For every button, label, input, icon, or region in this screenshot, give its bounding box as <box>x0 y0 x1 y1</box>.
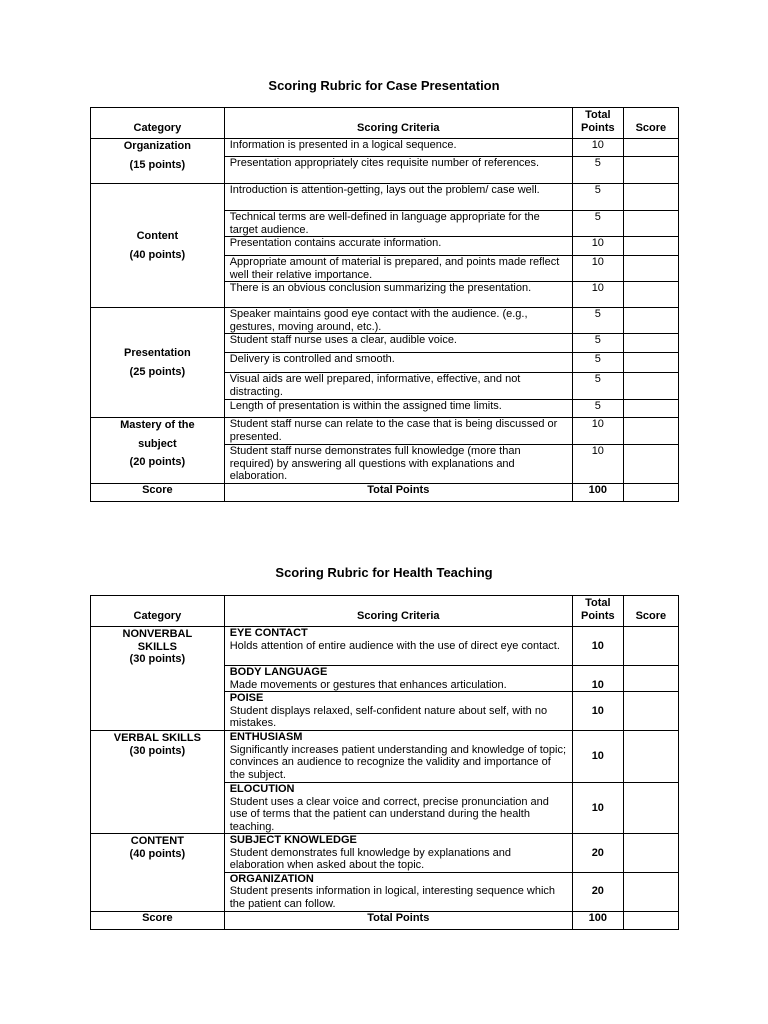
score-cell <box>623 157 678 184</box>
criteria-heading: SUBJECT KNOWLEDGE <box>229 834 357 846</box>
score-cell <box>623 445 678 484</box>
total-points-header <box>572 596 623 627</box>
score-cell <box>623 282 678 308</box>
score-cell <box>623 353 678 373</box>
points-cell: 5 <box>572 184 623 211</box>
points-cell: 10 <box>572 237 623 256</box>
criteria-cell: Student staff nurse can relate to the case that is being discussed or presented. <box>224 418 572 445</box>
total-points-header <box>572 108 623 139</box>
score-cell <box>623 139 678 157</box>
health-teaching-title: Scoring Rubric for Health Teaching <box>275 565 493 580</box>
score-cell <box>623 211 678 237</box>
category-label: CONTENT <box>130 835 184 847</box>
total-points-header-line2: Points <box>581 609 615 622</box>
criteria-heading: ELOCUTION <box>229 783 295 795</box>
criteria-text: Significantly increases patient understanding and knowledge of topic; convinces an audience to recognize the validity and importance of the subject. <box>229 743 567 781</box>
category-header: Category <box>91 596 225 627</box>
category-label-line2: SKILLS <box>137 640 177 653</box>
points-cell: 10 <box>572 282 623 308</box>
category-points: (15 points) <box>129 158 186 171</box>
points-cell: 5 <box>572 334 623 353</box>
category-points: (20 points) <box>129 456 186 468</box>
category-label-line2: subject <box>138 437 177 450</box>
category-verbal-skills <box>91 731 225 834</box>
score-cell <box>623 373 678 400</box>
criteria-text: Student demonstrates full knowledge by explanations and elaboration when asked about the topic. <box>229 846 512 871</box>
table-row <box>91 834 679 873</box>
category-header: Category <box>91 108 225 139</box>
category-label: VERBAL SKILLS <box>113 732 201 744</box>
table-row <box>91 731 679 783</box>
header-row <box>91 596 679 627</box>
total-points-header-line1: Total <box>585 597 611 609</box>
category-points: (40 points) <box>129 248 186 261</box>
criteria-heading: EYE CONTACT <box>229 627 308 639</box>
footer-row <box>91 484 679 502</box>
points-cell: 20 <box>572 834 623 873</box>
criteria-text: Student displays relaxed, self-confident nature about self, with no mistakes. <box>229 704 548 729</box>
footer-score-label: Score <box>91 911 225 929</box>
total-points-header-line1: Total <box>585 109 611 121</box>
category-content <box>91 834 225 912</box>
points-cell: 5 <box>572 373 623 400</box>
score-cell <box>623 334 678 353</box>
criteria-cell: There is an obvious conclusion summarizing the presentation. <box>224 282 572 308</box>
category-label: Content <box>136 230 179 242</box>
health-teaching-rubric-table <box>90 595 679 930</box>
points-cell: 10 <box>572 627 623 666</box>
criteria-heading: BODY LANGUAGE <box>229 666 328 678</box>
category-points: (30 points) <box>129 744 186 757</box>
category-label: Organization <box>123 140 191 152</box>
footer-score-cell <box>623 484 678 502</box>
score-cell <box>623 400 678 418</box>
criteria-cell: Student staff nurse demonstrates full knowledge (more than required) by answering all questions with explanations and elaboration. <box>224 445 572 484</box>
score-header: Score <box>623 596 678 627</box>
criteria-heading: ENTHUSIASM <box>229 731 303 743</box>
criteria-cell: Visual aids are well prepared, informative, effective, and not distracting. <box>224 373 572 400</box>
criteria-cell: Speaker maintains good eye contact with the audience. (e.g., gestures, moving around, etc.). <box>224 308 572 334</box>
points-cell: 10 <box>572 666 623 692</box>
points-cell: 20 <box>572 872 623 911</box>
table-row <box>91 418 679 445</box>
criteria-cell <box>224 783 572 834</box>
criteria-cell: Introduction is attention-getting, lays out the problem/ case well. <box>224 184 572 211</box>
criteria-cell: Length of presentation is within the assigned time limits. <box>224 400 572 418</box>
criteria-text: Student uses a clear voice and correct, precise pronunciation and use of terms that the patient can understand during the health teaching. <box>229 795 549 833</box>
category-presentation <box>91 308 225 418</box>
table-row <box>91 184 679 211</box>
header-row <box>91 108 679 139</box>
table-row <box>91 627 679 666</box>
category-nonverbal-skills <box>91 627 225 731</box>
category-label: Presentation <box>124 347 191 359</box>
score-cell <box>623 872 678 911</box>
score-cell <box>623 834 678 873</box>
points-cell: 5 <box>572 353 623 373</box>
category-label: NONVERBAL <box>122 628 193 640</box>
points-cell: 5 <box>572 308 623 334</box>
criteria-cell: Presentation appropriately cites requisite number of references. <box>224 157 572 184</box>
score-cell <box>623 627 678 666</box>
category-label: Mastery of the <box>120 419 195 431</box>
score-cell <box>623 666 678 692</box>
criteria-cell <box>224 872 572 911</box>
category-mastery <box>91 418 225 484</box>
score-cell <box>623 184 678 211</box>
case-presentation-title: Scoring Rubric for Case Presentation <box>268 78 500 93</box>
criteria-cell <box>224 666 572 692</box>
category-points: (25 points) <box>129 365 186 378</box>
total-points-header-line2: Points <box>581 121 615 134</box>
score-header: Score <box>623 108 678 139</box>
points-cell: 10 <box>572 445 623 484</box>
score-cell <box>623 783 678 834</box>
criteria-cell: Delivery is controlled and smooth. <box>224 353 572 373</box>
criteria-cell: Appropriate amount of material is prepared, and points made reflect well their relative importance. <box>224 256 572 282</box>
footer-total-label: Total Points <box>224 484 572 502</box>
score-cell <box>623 237 678 256</box>
criteria-text: Student presents information in logical, interesting sequence which the patient can follow. <box>229 885 556 910</box>
criteria-cell <box>224 731 572 783</box>
table-row <box>91 308 679 334</box>
points-cell: 5 <box>572 157 623 184</box>
criteria-heading: ORGANIZATION <box>229 872 314 885</box>
footer-total-label: Total Points <box>224 911 572 929</box>
category-points: (40 points) <box>129 847 186 860</box>
criteria-cell: Technical terms are well-defined in language appropriate for the target audience. <box>224 211 572 237</box>
score-cell <box>623 418 678 445</box>
footer-total-points: 100 <box>572 484 623 502</box>
points-cell: 10 <box>572 692 623 731</box>
criteria-cell <box>224 692 572 731</box>
score-cell <box>623 731 678 783</box>
footer-row <box>91 911 679 929</box>
score-cell <box>623 256 678 282</box>
category-content <box>91 184 225 308</box>
case-presentation-rubric-table <box>90 107 679 502</box>
points-cell: 10 <box>572 418 623 445</box>
table-row <box>91 139 679 157</box>
points-cell: 10 <box>572 731 623 783</box>
category-points: (30 points) <box>129 653 186 665</box>
criteria-heading: POISE <box>229 692 264 704</box>
footer-score-label: Score <box>91 484 225 502</box>
criteria-cell: Presentation contains accurate information. <box>224 237 572 256</box>
criteria-text: Made movements or gestures that enhances articulation. <box>229 678 507 691</box>
footer-score-cell <box>623 911 678 929</box>
score-cell <box>623 692 678 731</box>
category-organization <box>91 139 225 184</box>
criteria-cell <box>224 834 572 873</box>
criteria-header: Scoring Criteria <box>224 108 572 139</box>
criteria-text: Holds attention of entire audience with the use of direct eye contact. <box>229 639 560 652</box>
footer-total-points: 100 <box>572 911 623 929</box>
points-cell: 5 <box>572 211 623 237</box>
criteria-cell: Student staff nurse uses a clear, audible voice. <box>224 334 572 353</box>
points-cell: 5 <box>572 400 623 418</box>
points-cell: 10 <box>572 139 623 157</box>
points-cell: 10 <box>572 256 623 282</box>
criteria-cell <box>224 627 572 666</box>
points-cell: 10 <box>572 783 623 834</box>
criteria-header: Scoring Criteria <box>224 596 572 627</box>
score-cell <box>623 308 678 334</box>
criteria-cell: Information is presented in a logical sequence. <box>224 139 572 157</box>
